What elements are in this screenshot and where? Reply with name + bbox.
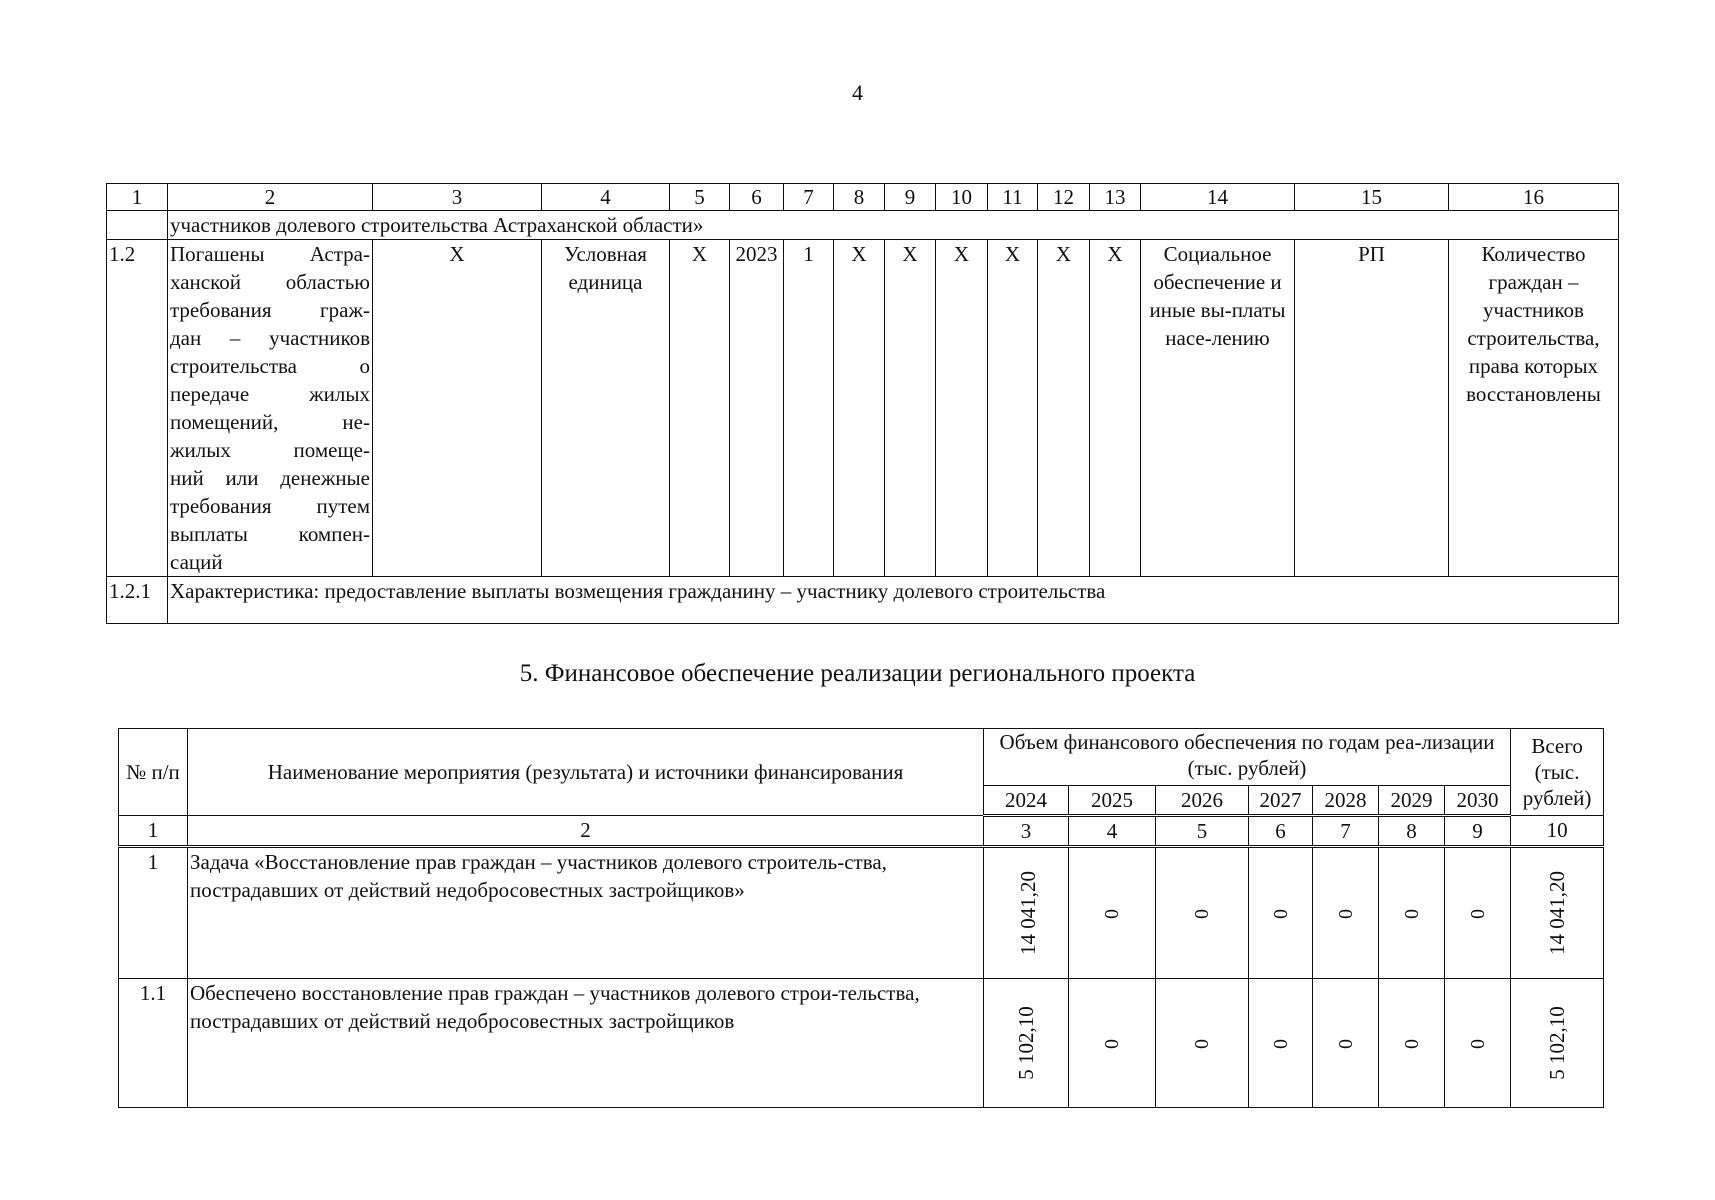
year-header: 2029 — [1379, 786, 1445, 816]
value-cell: 1 — [784, 240, 834, 577]
row-name: Задача «Восстановление прав граждан – участников долевого строитель-ства, пострадавших от действий недобросовестных застройщиков» — [188, 847, 984, 979]
col-number: 3 — [984, 816, 1069, 847]
cell-x: X — [834, 240, 885, 577]
row-number: 1.2 — [107, 240, 168, 577]
page-number: 4 — [852, 80, 863, 105]
unit-cell: Условная единица — [542, 240, 670, 577]
col-number: 6 — [1249, 816, 1313, 847]
col-number: 9 — [1445, 816, 1511, 847]
cell-x: X — [1090, 240, 1141, 577]
col-number: 1 — [107, 184, 168, 211]
year-header: 2026 — [1156, 786, 1249, 816]
section-title: 5. Финансовое обеспечение реализации регионального проекта — [519, 660, 1196, 687]
col-number: 3 — [373, 184, 542, 211]
value-2025: 0 — [1101, 1038, 1123, 1049]
value-2029: 0 — [1400, 1038, 1423, 1049]
cell-x: X — [1038, 240, 1090, 577]
col-number: 11 — [988, 184, 1038, 211]
total-header: Всего (тыс. рублей) — [1511, 729, 1604, 816]
indicator-cell: Количество граждан – участников строительства, права которых восстановлены — [1449, 240, 1619, 577]
col-number: 5 — [670, 184, 730, 211]
col-number: 2 — [168, 184, 373, 211]
value-2028: 0 — [1334, 1038, 1357, 1049]
col-number: 4 — [1069, 816, 1156, 847]
name-header: Наименование мероприятия (результата) и источники финансирования — [188, 729, 984, 816]
year-header: 2027 — [1249, 786, 1313, 816]
col-number: 1 — [119, 816, 188, 847]
col-number: 12 — [1038, 184, 1090, 211]
col-number: 10 — [936, 184, 988, 211]
cell-x: X — [373, 240, 542, 577]
value-2029: 0 — [1400, 908, 1423, 919]
col-number: 4 — [542, 184, 670, 211]
continuation-row — [107, 211, 1619, 240]
value-2028: 0 — [1334, 908, 1357, 919]
row-number: 1.2.1 — [107, 577, 168, 624]
value-2027: 0 — [1269, 908, 1292, 919]
expense-type-cell: Социальное обеспечение и иные вы-платы насе-лению — [1141, 240, 1295, 577]
year-header: 2028 — [1313, 786, 1379, 816]
cell-x: X — [885, 240, 936, 577]
row-name: Обеспечено восстановление прав граждан – участников долевого строи-тельства, пострадавших от действий недобросовестных застройщиков — [188, 979, 984, 1108]
table-row — [119, 979, 1604, 1108]
year-cell: 2023 — [730, 240, 784, 577]
value-2026: 0 — [1191, 1038, 1213, 1049]
cell-x: X — [988, 240, 1038, 577]
cell-x: X — [670, 240, 730, 577]
col-number: 15 — [1295, 184, 1449, 211]
characteristic-text: Характеристика: предоставление выплаты возмещения гражданину – участнику долевого строительства — [168, 577, 1619, 624]
col-number: 8 — [1379, 816, 1445, 847]
col-number: 13 — [1090, 184, 1141, 211]
col-number: 7 — [784, 184, 834, 211]
year-header: 2025 — [1069, 786, 1156, 816]
column-number-row — [107, 184, 1619, 211]
value-2027: 0 — [1269, 1038, 1292, 1049]
cell-x: X — [936, 240, 988, 577]
table-row — [107, 577, 1619, 624]
col-number: 5 — [1156, 816, 1249, 847]
year-header: 2030 — [1445, 786, 1511, 816]
col-number: 9 — [885, 184, 936, 211]
column-number-row — [119, 816, 1604, 847]
result-table — [106, 183, 1619, 624]
table-row — [107, 240, 1619, 577]
row-number: 1.1 — [119, 979, 188, 1108]
continuation-text: участников долевого строительства Астраханской области» — [168, 211, 1619, 240]
value-total: 14 041,20 — [1545, 871, 1570, 955]
num-header: № п/п — [119, 729, 188, 816]
value-2024: 14 041,20 — [1016, 871, 1040, 955]
header-row — [119, 729, 1604, 786]
volume-header: Объем финансового обеспечения по годам реа-лизации (тыс. рублей) — [984, 729, 1511, 786]
table-row — [119, 847, 1604, 979]
row-number: 1 — [119, 847, 188, 979]
value-2024: 5 102,10 — [1014, 1006, 1038, 1080]
col-number: 16 — [1449, 184, 1619, 211]
value-2030: 0 — [1466, 908, 1489, 919]
col-number: 10 — [1511, 816, 1604, 847]
col-number: 2 — [188, 816, 984, 847]
result-name: Погашены Астра- ханской областью требования граж- дан – участников строительства о передаче жилых помещений, не- жилых помеще- ний или денежные требования путем выплаты компен- саций — [168, 240, 373, 577]
value-2026: 0 — [1191, 908, 1213, 919]
value-total: 5 102,10 — [1545, 1006, 1570, 1080]
col-number: 8 — [834, 184, 885, 211]
col-number: 7 — [1313, 816, 1379, 847]
col-number: 6 — [730, 184, 784, 211]
level-cell: РП — [1295, 240, 1449, 577]
value-2030: 0 — [1466, 1038, 1489, 1049]
value-2025: 0 — [1101, 908, 1123, 919]
finance-table — [118, 728, 1604, 1108]
col-number: 14 — [1141, 184, 1295, 211]
year-header: 2024 — [984, 786, 1069, 816]
